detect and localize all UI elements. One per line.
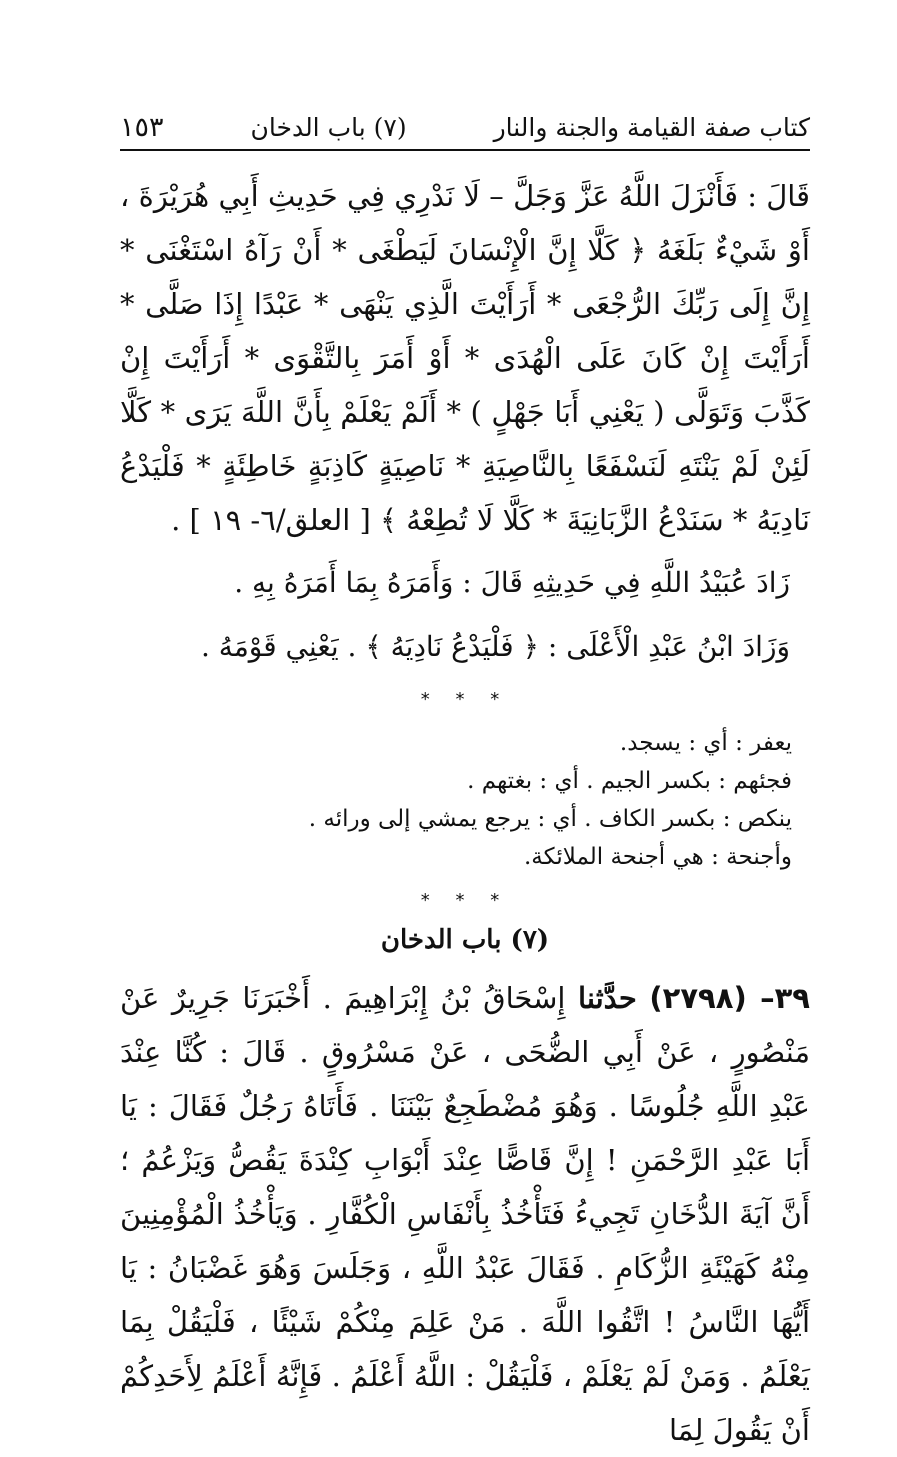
- running-header: [120, 112, 810, 151]
- glossary-entry: فجئهم : بكسر الجيم . أي : بغتهم .: [467, 768, 792, 794]
- addition-ibn-abd-alala: وَزَادَ ابْنُ عَبْدِ الْأَعْلَى : ﴿ فَلْيَدْعُ نَادِيَهُ ﴾ . يَعْنِي قَوْمَهُ .: [201, 630, 790, 663]
- main-paragraph: قَالَ : فَأَنْزَلَ اللَّهُ عَزَّ وَجَلَّ – لَا نَدْرِي فِي حَدِيثِ أَبِي هُرَيْرَةَ ، أَوْ شَيْءٌ بَلَغَهُ ﴿ كَلَّا إِنَّ الْإِنْسَانَ لَيَطْغَى * أَنْ رَآهُ اسْتَغْنَى * إِنَّ إِلَى رَبِّكَ الرُّجْعَى * أَرَأَيْتَ الَّذِي يَنْهَى * عَبْدًا إِذَا صَلَّى * أَرَأَيْتَ إِنْ كَانَ عَلَى الْهُدَى * أَوْ أَمَرَ بِالتَّقْوَى * أَرَأَيْتَ إِنْ كَذَّبَ وَتَوَلَّى ( يَعْنِي أَبَا جَهْلٍ ) * أَلَمْ يَعْلَمْ بِأَنَّ اللَّهَ يَرَى * كَلَّا لَئِنْ لَمْ يَنْتَهِ لَنَسْفَعًا بِالنَّاصِيَةِ * نَاصِيَةٍ كَاذِبَةٍ خَاطِئَةٍ * فَلْيَدْعُ نَادِيَهُ * سَنَدْعُ الزَّبَانِيَةَ * كَلَّا لَا تُطِعْهُ ﴾ [ العلق/٦- ١٩ ] .: [120, 179, 810, 537]
- glossary-entry: وأجنحة : هي أجنحة الملائكة.: [523, 844, 792, 870]
- section-heading: (٧) باب الدخان: [380, 925, 550, 955]
- book-title: كتاب صفة القيامة والجنة والنار: [493, 113, 810, 142]
- glossary-entry: يعفر : أي : يسجد.: [619, 730, 792, 756]
- hadith-haddathana: حدَّثنا: [578, 981, 637, 1015]
- hadith-number: ٣٩– (٢٧٩٨): [649, 981, 811, 1015]
- section-separator: * * *: [420, 689, 510, 710]
- glossary-entry: ينكص : بكسر الكاف . أي : يرجع يمشي إلى ورائه .: [308, 806, 792, 832]
- addition-ubaydullah: زَادَ عُبَيْدُ اللَّهِ فِي حَدِيثِهِ قَالَ : وَأَمَرَهُ بِمَا أَمَرَهُ بِهِ .: [234, 566, 790, 599]
- section-separator: * * *: [420, 890, 510, 911]
- glossary: [120, 724, 810, 876]
- book-page: [120, 112, 810, 1457]
- page-number: ١٥٣: [120, 112, 164, 143]
- header-chapter-title: (٧) باب الدخان: [250, 113, 407, 142]
- hadith-text: إِسْحَاقُ بْنُ إِبْرَاهِيمَ . أَخْبَرَنَا جَرِيرٌ عَنْ مَنْصُورٍ ، عَنْ أَبِي الضُّحَى ، عَنْ مَسْرُوقٍ . قَالَ : كُنَّا عِنْدَ عَبْدِ اللَّهِ جُلُوسًا . وَهُوَ مُضْطَجِعٌ بَيْنَنَا . فَأَتَاهُ رَجُلٌ فَقَالَ : يَا أَبَا عَبْدِ الرَّحْمَنِ ! إِنَّ قَاصًّا عِنْدَ أَبْوَابِ كِنْدَةَ يَقُصُّ وَيَزْعُمُ ؛ أَنَّ آيَةَ الدُّخَانِ تَجِيءُ فَتَأْخُذُ بِأَنْفَاسِ الْكُفَّارِ . وَيَأْخُذُ الْمُؤْمِنِينَ مِنْهُ كَهَيْئَةِ الزُّكَامِ . فَقَالَ عَبْدُ اللَّهِ ، وَجَلَسَ وَهُوَ غَضْبَانُ : يَا أَيُّهَا النَّاسُ ! اتَّقُوا اللَّهَ . مَنْ عَلِمَ مِنْكُمْ شَيْئًا ، فَلْيَقُلْ بِمَا يَعْلَمُ . وَمَنْ لَمْ يَعْلَمْ ، فَلْيَقُلْ : اللَّهُ أَعْلَمُ . فَإِنَّهُ أَعْلَمُ لِأَحَدِكُمْ أَنْ يَقُولَ لِمَا: [120, 981, 810, 1447]
- hadith-paragraph: [120, 971, 810, 1457]
